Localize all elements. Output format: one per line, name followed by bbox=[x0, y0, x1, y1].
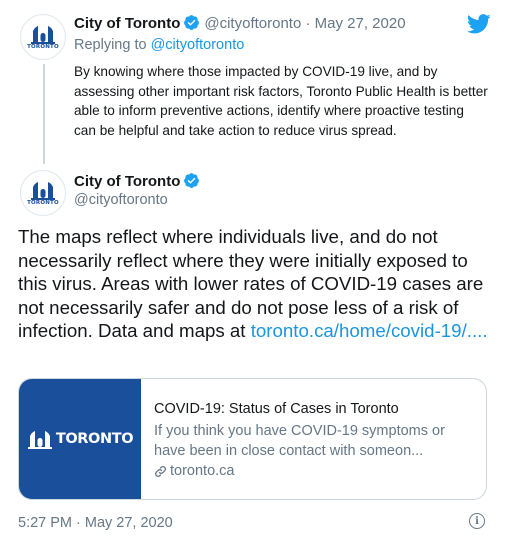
author-handle[interactable]: @cityoftoronto bbox=[74, 192, 168, 208]
card-domain: toronto.ca bbox=[170, 463, 235, 479]
card-image bbox=[19, 379, 141, 499]
verified-badge-icon bbox=[183, 172, 200, 189]
card-image-wordmark: TORONTO bbox=[55, 431, 134, 447]
verified-badge-icon bbox=[183, 14, 200, 31]
parent-tweet-text: By knowing where those impacted by COVID-19 live, and by assessing other important risk factors, Toronto Public Health is better able to inform preventive actions, identify where proactive testing can be helpful and take action to reduce virus spread. bbox=[74, 64, 488, 138]
author-avatar[interactable] bbox=[20, 170, 66, 216]
thread-connector bbox=[43, 64, 45, 164]
parent-author-name[interactable]: City of Toronto bbox=[74, 15, 181, 32]
twitter-bird-icon[interactable] bbox=[467, 14, 491, 34]
toronto-city-hall-logo-icon bbox=[27, 429, 53, 449]
parent-handle[interactable]: @cityoftoronto bbox=[204, 15, 302, 32]
toronto-city-hall-logo-icon bbox=[30, 24, 56, 44]
link-preview-card[interactable] bbox=[18, 378, 487, 500]
author-name[interactable]: City of Toronto bbox=[74, 173, 181, 190]
parent-avatar[interactable] bbox=[20, 14, 66, 60]
replying-handle-link[interactable]: @cityoftoronto bbox=[150, 37, 245, 53]
card-title: COVID-19: Status of Cases in Toronto bbox=[154, 401, 399, 417]
card-description: If you think you have COVID-19 symptoms or have been in close contact with someon... bbox=[154, 423, 445, 459]
tweet-body: The maps reflect where individuals live, and do not necessarily reflect where they were initially exposed to this virus. Areas with lower rates of COVID-19 cases are not necessarily safer and do not pose less of a risk of infection. Data and maps at bbox=[18, 226, 484, 342]
avatar-wordmark: TORONTO bbox=[27, 200, 59, 206]
info-icon[interactable]: i bbox=[469, 513, 485, 529]
link-icon bbox=[154, 465, 167, 478]
tweet-text bbox=[18, 225, 493, 343]
parent-date[interactable]: May 27, 2020 bbox=[314, 15, 406, 32]
parent-header bbox=[74, 14, 406, 32]
replying-to bbox=[74, 37, 244, 53]
replying-prefix: Replying to bbox=[74, 37, 151, 53]
tweet-timestamp[interactable]: 5:27 PM · May 27, 2020 bbox=[18, 515, 173, 531]
toronto-city-hall-logo-icon bbox=[30, 180, 56, 200]
author-name-row bbox=[74, 172, 204, 190]
avatar-wordmark: TORONTO bbox=[27, 44, 59, 50]
card-domain-row bbox=[154, 463, 479, 479]
separator-dot: · bbox=[305, 15, 311, 32]
tweet-link[interactable]: toronto.ca/home/covid-19/.... bbox=[250, 320, 488, 342]
card-body bbox=[154, 401, 479, 479]
